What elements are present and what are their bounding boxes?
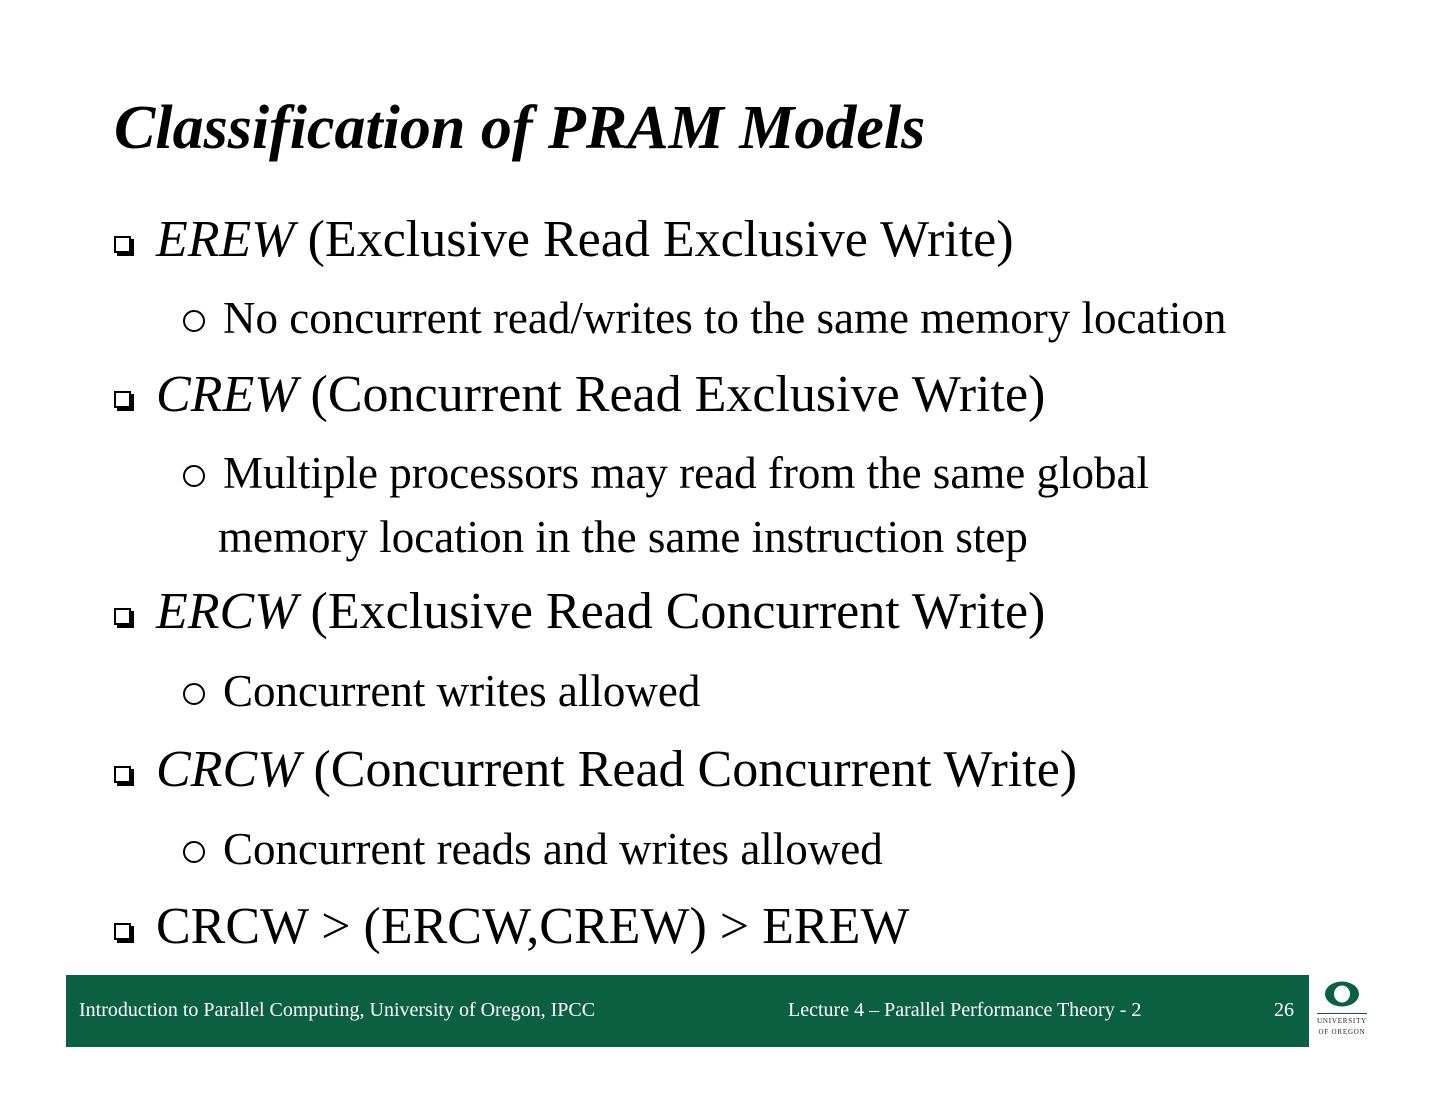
sub-bullet-erew	[183, 287, 1226, 351]
bullet-summary	[114, 897, 909, 957]
circle-bullet-icon	[183, 683, 205, 705]
bullet-acronym: CREW	[156, 366, 298, 423]
bullet-crcw	[114, 740, 1077, 800]
sub-bullet-text: No concurrent read/writes to the same memory location	[223, 293, 1227, 343]
sub-bullet-text: Concurrent reads and writes allowed	[223, 824, 883, 874]
logo-text-university: UNIVERSITY	[1317, 1017, 1367, 1025]
logo-text-oregon: OF OREGON	[1318, 1028, 1366, 1036]
summary-text: CRCW > (ERCW,CREW) > EREW	[156, 898, 910, 955]
bullet-acronym: ERCW	[156, 583, 298, 640]
square-bullet-icon	[114, 766, 131, 783]
sub-bullet-crew	[183, 442, 1149, 570]
sub-bullet-text: Concurrent writes allowed	[223, 666, 701, 716]
footer-bar	[66, 975, 1309, 1047]
bullet-acronym: CRCW	[156, 741, 301, 798]
sub-bullet-crcw	[183, 818, 883, 882]
footer-page-number: 26	[1274, 999, 1294, 1021]
footer-course: Introduction to Parallel Computing, University of Oregon, IPCC	[79, 999, 596, 1021]
square-bullet-icon	[114, 923, 131, 940]
bullet-description: (Exclusive Read Concurrent Write)	[297, 583, 1046, 640]
slide-title: Classification of PRAM Models	[114, 94, 926, 162]
bullet-description: (Exclusive Read Exclusive Write)	[294, 211, 1014, 268]
bullet-description: (Concurrent Read Concurrent Write)	[300, 741, 1078, 798]
square-bullet-icon	[114, 391, 131, 408]
university-logo	[1310, 975, 1374, 1047]
circle-bullet-icon	[183, 310, 205, 332]
footer-lecture: Lecture 4 – Parallel Performance Theory - 2	[788, 999, 1142, 1021]
square-bullet-icon	[114, 236, 131, 253]
sub-bullet-text-continued: memory location in the same instruction step	[218, 511, 1028, 562]
logo-divider	[1317, 1013, 1367, 1014]
sub-bullet-text: Multiple processors may read from the same global	[223, 448, 1149, 498]
circle-bullet-icon	[183, 465, 205, 487]
sub-bullet-ercw	[183, 660, 700, 724]
circle-bullet-icon	[183, 841, 205, 863]
oregon-o-icon	[1322, 979, 1362, 1009]
bullet-description: (Concurrent Read Exclusive Write)	[297, 366, 1046, 423]
bullet-crew	[114, 365, 1045, 425]
bullet-acronym: EREW	[156, 211, 295, 268]
bullet-ercw	[114, 582, 1045, 642]
bullet-erew	[114, 210, 1014, 270]
square-bullet-icon	[114, 608, 131, 625]
